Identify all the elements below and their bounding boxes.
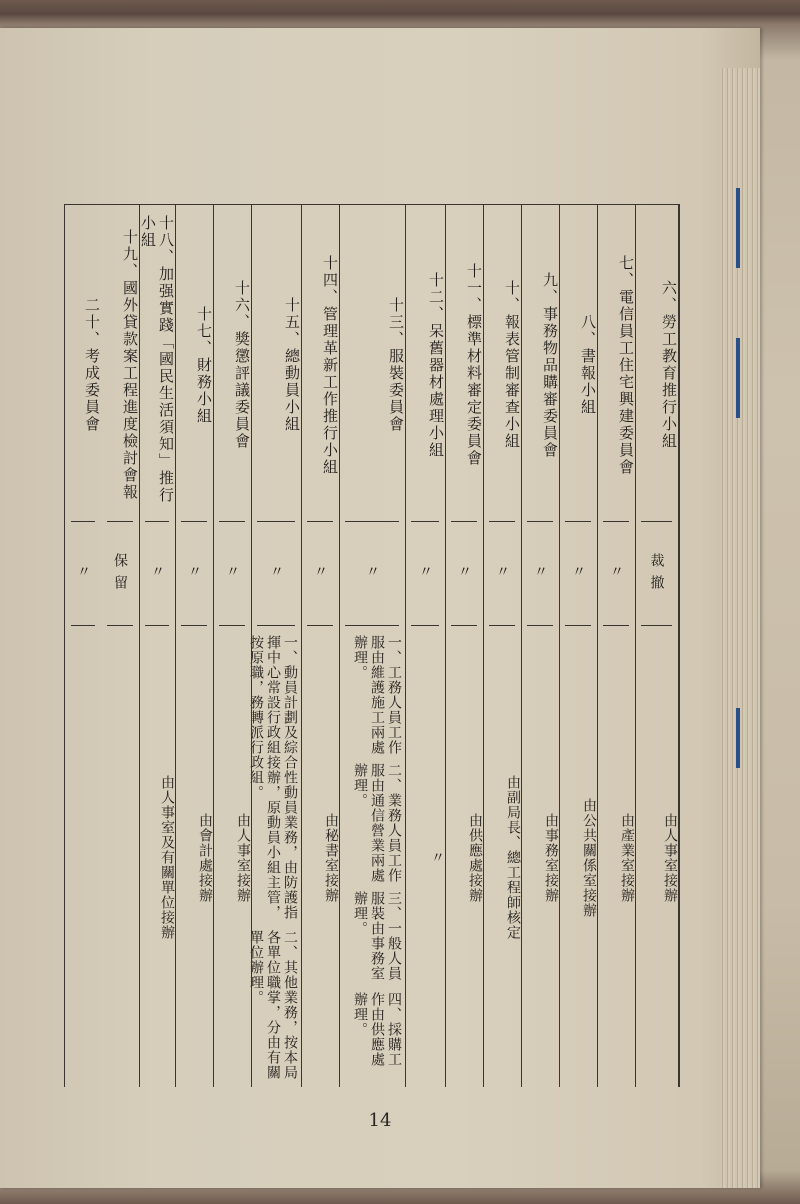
handler-cell: 由人事室接辦 bbox=[662, 812, 678, 903]
committee-name: 十五、總動員小組 bbox=[283, 297, 301, 433]
handler-line: 三、一般人員服裝由事務室辦理。 bbox=[352, 891, 402, 982]
handler-cell: 由副局長、總工程師核定 bbox=[505, 775, 521, 940]
status-cell: 〃 bbox=[608, 564, 624, 586]
row-separator bbox=[411, 625, 439, 626]
handler-line: 一、動員計劃及綜合性動員業務，由防護指揮中心常設行政組接辦，原動員小組主管，按原職，務轉派行政組。 bbox=[248, 635, 298, 920]
committee-table bbox=[64, 204, 680, 1087]
row-separator bbox=[107, 625, 133, 626]
status-cell: 〃 bbox=[532, 564, 548, 586]
row-separator bbox=[641, 521, 672, 522]
page-edges bbox=[720, 68, 760, 1188]
row-separator bbox=[641, 625, 672, 626]
row-separator bbox=[257, 521, 295, 522]
status-cell: 〃 bbox=[312, 564, 328, 586]
handler-cell bbox=[339, 635, 405, 1080]
row-separator bbox=[145, 521, 169, 522]
committee-name: 六、勞工教育推行小組 bbox=[660, 280, 678, 450]
status-cell: 〃 bbox=[268, 564, 284, 586]
handler-cell bbox=[101, 635, 139, 1080]
row-separator bbox=[565, 521, 591, 522]
document-page bbox=[0, 28, 760, 1188]
table-column bbox=[521, 205, 560, 1087]
row-separator bbox=[565, 625, 591, 626]
blue-edge-mark bbox=[736, 188, 740, 268]
row-separator bbox=[411, 521, 439, 522]
table-column bbox=[635, 205, 679, 1087]
row-separator bbox=[219, 521, 245, 522]
status-cell: 裁撤 bbox=[648, 553, 665, 597]
handler-cell: 由產業室接辦 bbox=[619, 812, 635, 903]
status-cell: 〃 bbox=[494, 564, 510, 586]
table-column bbox=[65, 205, 101, 1087]
committee-name: 十三、服裝委員會 bbox=[387, 297, 405, 433]
committee-name: 十九、國外貸款案工程進度檢討會報 bbox=[121, 229, 139, 501]
table-column bbox=[597, 205, 636, 1087]
committee-name: 十、報表管制審查小組 bbox=[503, 280, 521, 450]
row-separator bbox=[451, 521, 477, 522]
committee-name: 十八、加强實踐「國民生活須知」推行小組 bbox=[139, 215, 175, 504]
committee-name: 十七、財務小組 bbox=[195, 305, 213, 425]
page-number: 14 bbox=[368, 1110, 392, 1131]
row-separator bbox=[257, 625, 295, 626]
row-separator bbox=[71, 625, 95, 626]
table-column bbox=[139, 205, 176, 1087]
blue-edge-mark bbox=[736, 338, 740, 418]
status-cell: 〃 bbox=[149, 564, 165, 586]
handler-cell: 由公共關係室接辦 bbox=[581, 797, 597, 918]
handler-cell: 〃 bbox=[429, 850, 445, 865]
row-separator bbox=[71, 521, 95, 522]
handler-line: 四、採購工作由供應處辦理。 bbox=[352, 992, 402, 1068]
status-cell: 〃 bbox=[224, 564, 240, 586]
status-cell: 〃 bbox=[75, 564, 91, 586]
committee-name: 八、書報小組 bbox=[579, 314, 597, 416]
committee-name: 九、事務物品購審委員會 bbox=[541, 271, 559, 459]
handler-cell: 由會計處接辦 bbox=[197, 812, 213, 903]
row-separator bbox=[603, 625, 629, 626]
table-column bbox=[175, 205, 214, 1087]
row-separator bbox=[345, 625, 399, 626]
handler-cell: 由秘書室接辦 bbox=[323, 812, 339, 903]
row-separator bbox=[345, 521, 399, 522]
status-cell: 保留 bbox=[112, 553, 128, 597]
committee-name: 七、電信員工住宅興建委員會 bbox=[617, 254, 635, 476]
row-separator bbox=[603, 521, 629, 522]
table-column bbox=[101, 205, 140, 1087]
row-separator bbox=[181, 625, 207, 626]
row-separator bbox=[489, 625, 515, 626]
table-column bbox=[559, 205, 598, 1087]
row-separator bbox=[307, 625, 333, 626]
row-separator bbox=[145, 625, 169, 626]
table-column bbox=[405, 205, 446, 1087]
row-separator bbox=[107, 521, 133, 522]
row-separator bbox=[489, 521, 515, 522]
handler-line: 二、業務人員工作服由通信營業兩處辦理。 bbox=[352, 763, 402, 884]
committee-name: 十二、呆舊器材處理小組 bbox=[427, 271, 445, 459]
table-column bbox=[248, 205, 302, 1087]
handler-cell bbox=[65, 635, 101, 1080]
committee-name: 二十、考成委員會 bbox=[83, 297, 101, 433]
table-column bbox=[339, 205, 406, 1087]
row-separator bbox=[181, 521, 207, 522]
row-separator bbox=[451, 625, 477, 626]
table-column bbox=[213, 205, 252, 1087]
status-cell: 〃 bbox=[417, 564, 433, 586]
handler-cell: 由供應處接辦 bbox=[467, 812, 483, 903]
row-separator bbox=[307, 521, 333, 522]
handler-cell: 由人事室及有關單位接辦 bbox=[159, 775, 175, 940]
row-separator bbox=[219, 625, 245, 626]
blue-edge-mark bbox=[736, 708, 740, 768]
status-cell: 〃 bbox=[570, 564, 586, 586]
table-column bbox=[301, 205, 340, 1087]
table-column bbox=[445, 205, 484, 1087]
status-cell: 〃 bbox=[364, 564, 380, 586]
row-separator bbox=[527, 521, 553, 522]
status-cell: 〃 bbox=[186, 564, 202, 586]
table-column bbox=[483, 205, 522, 1087]
row-separator bbox=[527, 625, 553, 626]
handler-line: 二、其他業務，按本局各單位職掌，分由有關單位辦理。 bbox=[248, 929, 298, 1080]
committee-name: 十一、標準材料審定委員會 bbox=[465, 263, 483, 467]
handler-cell bbox=[248, 635, 301, 1080]
committee-name: 十四、管理革新工作推行小組 bbox=[321, 254, 339, 476]
committee-name: 十六、獎懲評議委員會 bbox=[233, 280, 251, 450]
handler-line: 一、工務人員工作服由維護施工兩處辦理。 bbox=[352, 635, 402, 755]
handler-cell: 由人事室接辦 bbox=[235, 812, 251, 903]
handler-cell: 由事務室接辦 bbox=[543, 812, 559, 903]
status-cell: 〃 bbox=[456, 564, 472, 586]
